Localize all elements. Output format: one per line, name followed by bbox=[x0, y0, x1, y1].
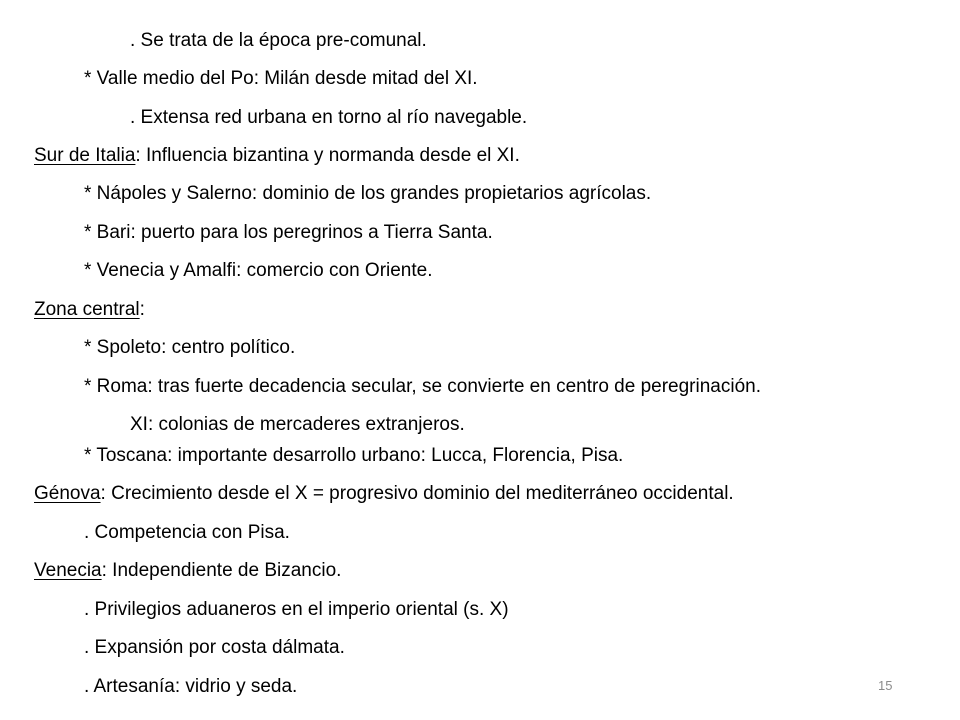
section-text-zona-central: : bbox=[139, 299, 145, 320]
text-line-expansion-dalmata: . Expansión por costa dálmata. bbox=[84, 637, 345, 658]
section-genova bbox=[34, 482, 734, 506]
text-line-red-urbana: . Extensa red urbana en torno al río navegable. bbox=[130, 107, 528, 128]
section-heading-sur-de-italia: Sur de Italia bbox=[34, 145, 136, 166]
text-line-napoles-salerno: * Nápoles y Salerno: dominio de los grandes propietarios agrícolas. bbox=[84, 183, 652, 204]
text-line-roma: * Roma: tras fuerte decadencia secular, se convierte en centro de peregrinación. bbox=[84, 376, 761, 397]
text-line-bari: * Bari: puerto para los peregrinos a Tierra Santa. bbox=[84, 222, 493, 243]
text-line-artesania: . Artesanía: vidrio y seda. bbox=[84, 676, 298, 697]
section-text-venecia: : Independiente de Bizancio. bbox=[101, 560, 342, 581]
section-venecia bbox=[34, 559, 341, 583]
section-heading-genova: Génova bbox=[34, 483, 101, 504]
text-line-epoca-precomunal: . Se trata de la época pre-comunal. bbox=[130, 30, 427, 51]
section-sur-de-italia bbox=[34, 144, 520, 168]
text-line-competencia-pisa: . Competencia con Pisa. bbox=[84, 522, 290, 543]
section-zona-central bbox=[34, 298, 145, 322]
text-line-spoleto: * Spoleto: centro político. bbox=[84, 337, 296, 358]
section-heading-zona-central: Zona central bbox=[34, 299, 140, 320]
section-heading-venecia: Venecia bbox=[34, 560, 102, 581]
page-number: 15 bbox=[878, 678, 893, 693]
text-line-venecia-amalfi: * Venecia y Amalfi: comercio con Oriente. bbox=[84, 260, 433, 281]
text-line-toscana: * Toscana: importante desarrollo urbano: Lucca, Florencia, Pisa. bbox=[84, 445, 624, 466]
text-line-privilegios-aduaneros: . Privilegios aduaneros en el imperio oriental (s. X) bbox=[84, 599, 509, 620]
text-line-colonias-mercaderes: XI: colonias de mercaderes extranjeros. bbox=[130, 414, 465, 435]
section-text-genova: : Crecimiento desde el X = progresivo dominio del mediterráneo occidental. bbox=[100, 483, 734, 504]
text-line-valle-po: * Valle medio del Po: Milán desde mitad del XI. bbox=[84, 68, 478, 89]
section-text-sur-de-italia: : Influencia bizantina y normanda desde el XI. bbox=[135, 145, 520, 166]
